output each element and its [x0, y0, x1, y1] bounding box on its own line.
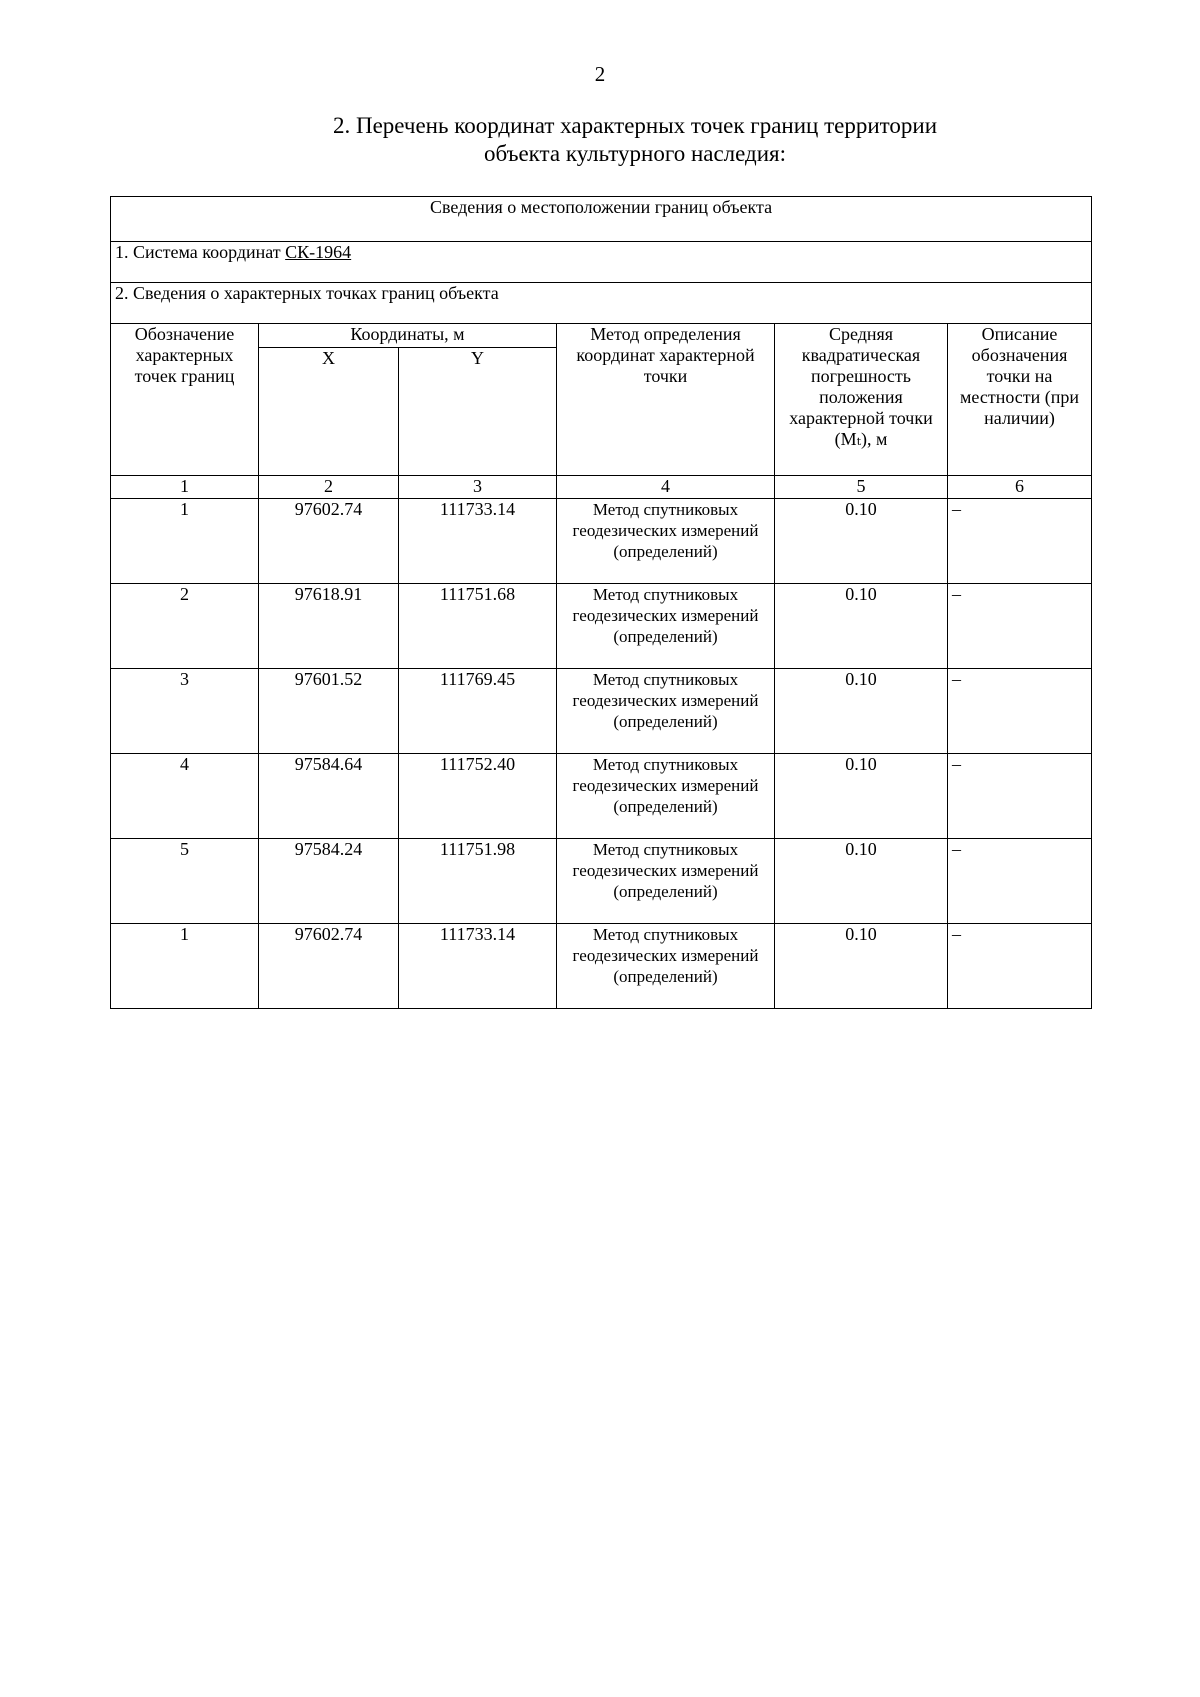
column-number: 4: [557, 476, 775, 499]
table-row: [111, 839, 1092, 924]
x-coordinate: 97602.74: [259, 499, 399, 584]
table-row: [111, 584, 1092, 669]
description-cell: –: [948, 499, 1092, 584]
header-designation: Обозначение характерных точек границ: [111, 324, 259, 476]
description-cell: –: [948, 839, 1092, 924]
document-title-line-2: объекта культурного наследия:: [483, 141, 787, 166]
table-row: [111, 499, 1092, 584]
table-caption: Сведения о местоположении границ объекта: [111, 197, 1092, 242]
column-number: 5: [775, 476, 948, 499]
x-coordinate: 97601.52: [259, 669, 399, 754]
header-method: Метод определения координат характерной точки: [557, 324, 775, 476]
points-section-title: 2. Сведения о характерных точках границ объекта: [111, 283, 1092, 324]
point-id: 4: [111, 754, 259, 839]
column-number: 6: [948, 476, 1092, 499]
point-id: 5: [111, 839, 259, 924]
boundary-coordinates-table: [110, 196, 1092, 1009]
description-cell: –: [948, 754, 1092, 839]
table-row: [111, 754, 1092, 839]
x-coordinate: 97584.24: [259, 839, 399, 924]
document-title: [200, 112, 1070, 168]
header-x: X: [259, 348, 399, 476]
y-coordinate: 111733.14: [399, 924, 557, 1009]
document-title-line-1: 2. Перечень координат характерных точек границ территории: [332, 113, 938, 138]
description-cell: –: [948, 584, 1092, 669]
header-error: Средняя квадратическая погрешность положения характерной точки (Mₜ), м: [775, 324, 948, 476]
method-cell: Метод спутниковых геодезических измерений (определений): [557, 924, 775, 1009]
coordinate-system-row: [111, 242, 1092, 283]
error-cell: 0.10: [775, 499, 948, 584]
method-cell: Метод спутниковых геодезических измерений (определений): [557, 754, 775, 839]
point-id: 3: [111, 669, 259, 754]
table-row: [111, 924, 1092, 1009]
column-number: 3: [399, 476, 557, 499]
description-cell: –: [948, 924, 1092, 1009]
x-coordinate: 97584.64: [259, 754, 399, 839]
point-id: 2: [111, 584, 259, 669]
x-coordinate: 97618.91: [259, 584, 399, 669]
table-row: [111, 669, 1092, 754]
description-cell: –: [948, 669, 1092, 754]
column-number: 1: [111, 476, 259, 499]
error-cell: 0.10: [775, 924, 948, 1009]
point-id: 1: [111, 499, 259, 584]
y-coordinate: 111733.14: [399, 499, 557, 584]
header-y: Y: [399, 348, 557, 476]
column-number: 2: [259, 476, 399, 499]
method-cell: Метод спутниковых геодезических измерений (определений): [557, 669, 775, 754]
column-number-row: [111, 476, 1092, 499]
error-cell: 0.10: [775, 839, 948, 924]
header-coordinates: Координаты, м: [259, 324, 557, 348]
error-cell: 0.10: [775, 754, 948, 839]
coordinate-system-name: СК-1964: [285, 242, 352, 262]
y-coordinate: 111752.40: [399, 754, 557, 839]
coordinate-system-label: 1. Система координат: [115, 242, 286, 262]
error-cell: 0.10: [775, 669, 948, 754]
method-cell: Метод спутниковых геодезических измерений (определений): [557, 499, 775, 584]
y-coordinate: 111769.45: [399, 669, 557, 754]
page-number: 2: [594, 62, 606, 86]
y-coordinate: 111751.68: [399, 584, 557, 669]
x-coordinate: 97602.74: [259, 924, 399, 1009]
y-coordinate: 111751.98: [399, 839, 557, 924]
point-id: 1: [111, 924, 259, 1009]
method-cell: Метод спутниковых геодезических измерений (определений): [557, 584, 775, 669]
error-cell: 0.10: [775, 584, 948, 669]
method-cell: Метод спутниковых геодезических измерений (определений): [557, 839, 775, 924]
header-description: Описание обозначения точки на местности (при наличии): [948, 324, 1092, 476]
